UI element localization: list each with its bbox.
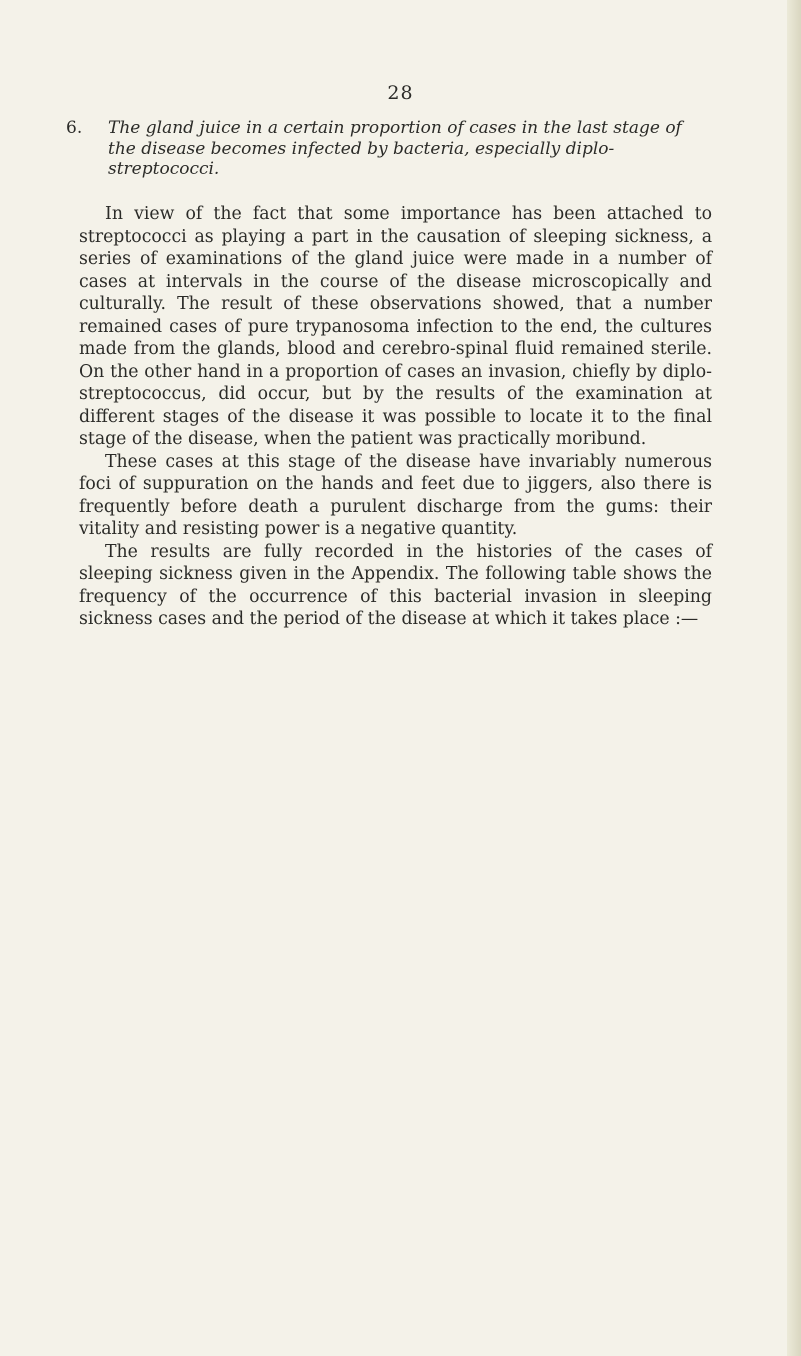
paragraph: In view of the fact that some importance has been attached to streptococci as playing a part in the causation of sleeping sickness, a series of examinations of the gland juice were made in a number of cases at intervals in the course of the disease microscopically and culturally. The result of these observations showed, that a number remained cases of pure trypanosoma infection to the end, the cultures made from the glands, blood and cerebro-spinal fluid remained sterile. On the other hand in a proportion of cases an invasion, chiefly by diplo-streptococcus, did occur, but by the results of the examination at different stages of the disease it was possible to locate it to the final stage of the disease, when the patient was practically moribund. xyxy=(79,204,712,449)
page-number: 28 xyxy=(387,82,414,104)
numbered-item xyxy=(66,118,706,180)
item-number: 6. xyxy=(66,118,83,138)
item-text: The gland juice in a certain proportion of cases in the last stage of the disease becomes infected by bacteria, especially diplo-streptococci. xyxy=(108,118,682,179)
body-text xyxy=(79,203,712,631)
page-edge xyxy=(787,0,801,1356)
paragraph: These cases at this stage of the disease have invariably numerous foci of suppuration on the hands and feet due to jiggers, also there is frequently before death a purulent discharge from the gums: their vitality and resisting power is a negative quantity. xyxy=(79,451,712,539)
paragraph: The results are fully recorded in the histories of the cases of sleeping sickness given in the Appendix. The following table shows the frequency of the occurrence of this bacterial invasion in sleeping sickness cases and the period of the disease at which it takes place :— xyxy=(79,541,712,629)
